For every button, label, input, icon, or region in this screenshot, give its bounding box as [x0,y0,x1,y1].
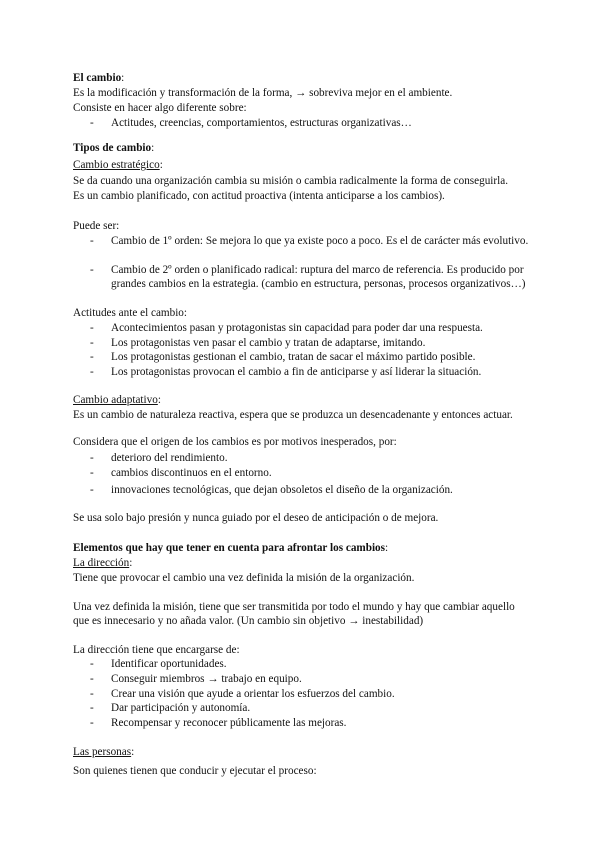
subheading-cambio-adaptativo: Cambio adaptativo: [73,394,161,406]
subheading-text: Cambio adaptativo [73,394,158,406]
list-item: - Recompensar y reconocer públicamente las mejoras. [111,715,346,731]
subheading-la-direccion: La dirección: [73,557,133,569]
paragraph: Una vez definida la misión, tiene que ser transmitida por todo el mundo y hay que cambiar aquello [73,601,515,613]
list-item: - Cambio de 2º orden o planificado radical: ruptura del marco de referencia. Es producido por [111,262,524,278]
list-item-continued: grandes cambios en la estrategia. (cambio en estructura, personas, procesos organizativos…) [111,278,526,290]
paragraph: Se da cuando una organización cambia su misión o cambia radicalmente la forma de conseguirla. [73,175,509,187]
subheading-text: Cambio estratégico [73,159,160,171]
heading-el-cambio: El cambio: [73,72,125,84]
list-item: - Dar participación y autonomía. [111,700,250,716]
heading-elementos: Elementos que hay que tener en cuenta para afrontar los cambios: [73,542,389,554]
subheading-text: Las personas [73,746,132,758]
list-item: - Acontecimientos pasan y protagonistas sin capacidad para poder dar una respuesta. [111,320,483,336]
list-item: - Los protagonistas ven pasar el cambio y tratan de adaptarse, imitando. [111,335,425,351]
list-item: - deterioro del rendimiento. [111,450,228,466]
list-item: - Los protagonistas provocan el cambio a fin de anticiparse y así liderar la situación. [111,364,481,380]
list-item: - Conseguir miembros → trabajo en equipo. [111,671,302,687]
paragraph: Se usa solo bajo presión y nunca guiado por el deseo de anticipación o de mejora. [73,512,439,524]
list-item: - innovaciones tecnológicas, que dejan obsoletos el diseño de la organización. [111,482,453,498]
paragraph: que es innecesario y no añada valor. (Un cambio sin objetivo → inestabilidad) [73,615,424,627]
list-item: - Cambio de 1º orden: Se mejora lo que ya existe poco a poco. Es el de carácter más evolutivo. [111,233,528,249]
subheading-text: La dirección [73,557,130,569]
paragraph: Es un cambio planificado, con actitud proactiva (intenta anticiparse a los cambios). [73,190,445,202]
paragraph: La dirección tiene que encargarse de: [73,644,240,656]
list-item: - cambios discontinuos en el entorno. [111,465,272,481]
heading-text: Tipos de cambio [73,142,152,154]
paragraph: Es la modificación y transformación de la forma, → sobreviva mejor en el ambiente. [73,87,453,99]
paragraph: Consiste en hacer algo diferente sobre: [73,102,247,114]
paragraph: Puede ser: [73,220,120,232]
list-item: - Los protagonistas gestionan el cambio, tratan de sacar el máximo partido posible. [111,349,475,365]
paragraph: Considera que el origen de los cambios es por motivos inesperados, por: [73,436,397,448]
subheading-cambio-estrategico: Cambio estratégico: [73,159,163,171]
heading-text: El cambio [73,72,122,84]
paragraph: Actitudes ante el cambio: [73,307,188,319]
list-item: - Crear una visión que ayude a orientar los esfuerzos del cambio. [111,686,395,702]
list-item: - Identificar oportunidades. [111,656,227,672]
paragraph: Tiene que provocar el cambio una vez definida la misión de la organización. [73,572,415,584]
heading-text: Elementos que hay que tener en cuenta para afrontar los cambios [73,542,386,554]
paragraph: Son quienes tienen que conducir y ejecutar el proceso: [73,765,317,777]
paragraph: Es un cambio de naturaleza reactiva, espera que se produzca un desencadenante y entonces actuar. [73,409,513,421]
list-item: - Actitudes, creencias, comportamientos, estructuras organizativas… [111,115,412,131]
subheading-las-personas: Las personas: [73,746,135,758]
heading-tipos-de-cambio: Tipos de cambio: [73,142,155,154]
